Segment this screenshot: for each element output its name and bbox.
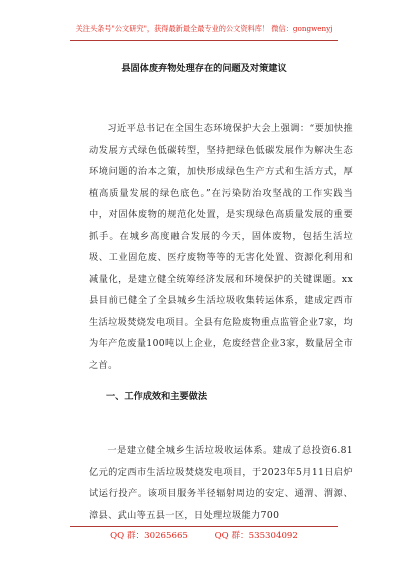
section-heading: 一、工作成效和主要做法 bbox=[106, 391, 208, 402]
footer-qq-group-2: QQ 群：535304092 bbox=[214, 531, 298, 541]
body-paragraph-intro: 习近平总书记在全国生态环境保护大会上强调：“要加快推动发展方式绿色低碳转型，坚持把绿色低碳发展作为解决生态环境问题的治本之策，加快形成绿色生产方式和生活方式，厚植高质量发展的绿色底色。”在污染防治攻坚战的工作实践当中，对固体废物的规范化处置，是实现绿色高质量发展的重要抓手。在城乡高度融合发展的今天，固体废物，包括生活垃圾、工业固危废、医疗废物等等的无害化处置、资源化利用和减量化，是建立健全统筹经济发展和环境保护的关键课题。xx县目前已健全了全县城乡生活垃圾收集转运体系，建成定西市生活垃圾焚烧发电项目。全县有危险废物重点监管企业7家，均为年产危废量100吨以上企业，危废经营企业3家，数量居全市之首。 bbox=[89, 123, 353, 371]
footer-contacts bbox=[0, 530, 408, 542]
footer-qq-group-1: QQ 群：30265665 bbox=[110, 531, 188, 541]
footer-divider bbox=[70, 526, 338, 527]
header-promo-text: 关注头条号"公文研究"，获得最新最全最专业的公文资料库！ 微信：gongwenyj bbox=[75, 24, 333, 33]
header-divider bbox=[70, 40, 338, 41]
body-paragraph-section-1: 一是建立健全城乡生活垃圾收运体系。建成了总投资6.81亿元的定西市生活垃圾焚烧发电项目，于2023年5月11日启炉试运行投产。该项目服务半径辐射周边的安定、通渭、渭源、漳县、武山等五县一区，日处理垃圾能力700 bbox=[89, 445, 353, 521]
document-title: 县固体废弃物处理存在的问题及对策建议 bbox=[121, 63, 287, 74]
